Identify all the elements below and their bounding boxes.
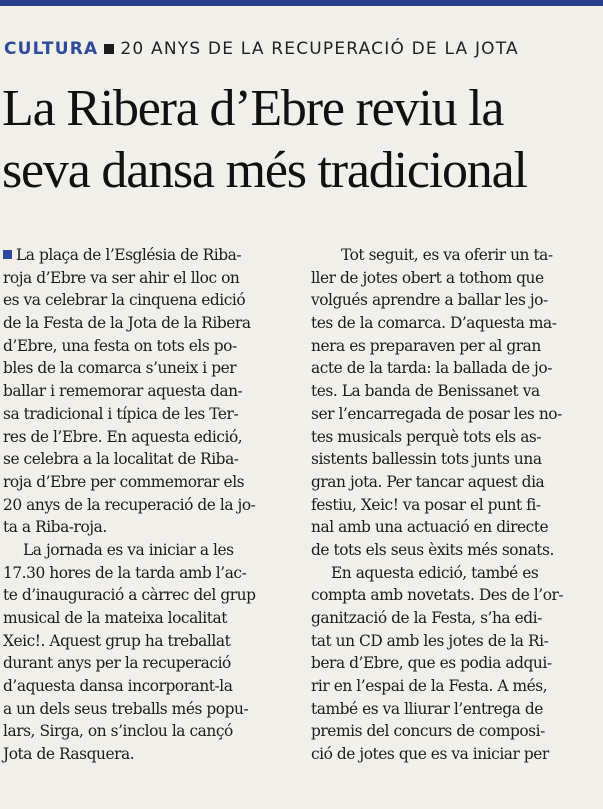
article-line-text: rir en l’espai de la Festa. A més, bbox=[311, 677, 548, 696]
article-line bbox=[311, 403, 603, 426]
article-line bbox=[3, 539, 293, 562]
article-line-text: ser l’encarregada de posar les no- bbox=[311, 404, 562, 423]
article-line bbox=[3, 244, 293, 267]
article-line bbox=[3, 652, 293, 675]
article-line-text: La jornada es va iniciar a les bbox=[23, 540, 234, 559]
article-line bbox=[311, 607, 603, 630]
article-line bbox=[3, 584, 293, 607]
article-line bbox=[3, 720, 293, 743]
article-line-text: sa tradicional i típica de les Ter- bbox=[3, 404, 239, 423]
article-line-text: tes musicals perquè tots els as- bbox=[311, 427, 542, 446]
article-line-text: compta amb novetats. Des de l’or- bbox=[311, 586, 564, 605]
article-line-text: acte de la tarda: la ballada de jo- bbox=[311, 359, 552, 378]
article-line-text: tes de la comarca. D’aquesta ma- bbox=[311, 314, 557, 333]
article-line-text: lars, Sirga, on s’inclou la cançó bbox=[3, 722, 233, 741]
article-line bbox=[311, 516, 603, 539]
article-line-text: Jota de Rasquera. bbox=[3, 745, 135, 764]
article-line bbox=[311, 357, 603, 380]
article-line bbox=[311, 562, 603, 585]
article-line bbox=[3, 516, 293, 539]
article-line bbox=[311, 652, 603, 675]
article-line-text: volgués aprendre a ballar les jo- bbox=[311, 291, 548, 310]
article-line-text: ció de jotes que es va iniciar per bbox=[311, 745, 549, 764]
kicker-square-bullet-icon bbox=[104, 44, 114, 54]
article-line bbox=[311, 698, 603, 721]
article-line-text: gran jota. Per tancar aquest dia bbox=[311, 472, 545, 491]
article-line-text: 20 anys de la recuperació de la jo- bbox=[3, 495, 256, 514]
article-line-text: festiu, Xeic! va posar el punt fi- bbox=[311, 495, 541, 514]
headline-line-2: seva dansa més tradicional bbox=[2, 142, 527, 199]
article-line bbox=[311, 244, 603, 267]
article-line bbox=[311, 584, 603, 607]
article-line-text: te d’inauguració a càrrec del grup bbox=[3, 586, 256, 605]
article-line bbox=[3, 698, 293, 721]
article-line bbox=[311, 743, 603, 766]
article-line bbox=[3, 426, 293, 449]
article-line-text: també es va lliurar l’entrega de bbox=[311, 699, 543, 718]
article-line-text: nal amb una actuació en directe bbox=[311, 518, 549, 537]
article-line bbox=[311, 335, 603, 358]
article-line bbox=[3, 289, 293, 312]
headline-line-1: La Ribera d’Ebre reviu la bbox=[2, 80, 504, 137]
article-line-text: Tot seguit, es va oferir un ta- bbox=[341, 246, 553, 264]
lead-square-bullet-icon bbox=[3, 250, 12, 259]
article-line bbox=[311, 448, 603, 471]
article-line-text: musical de la mateixa localitat bbox=[3, 609, 227, 627]
article-line-text: tes. La banda de Benissanet va bbox=[311, 382, 540, 401]
article-line-text: roja d’Ebre va ser ahir el lloc on bbox=[3, 268, 240, 287]
article-line bbox=[3, 357, 293, 380]
article-line bbox=[3, 471, 293, 494]
article-line bbox=[311, 675, 603, 698]
section-kicker bbox=[4, 38, 519, 60]
article-line bbox=[3, 335, 293, 358]
top-color-rule bbox=[0, 0, 603, 6]
article-line bbox=[311, 426, 603, 449]
article-column-right bbox=[311, 244, 603, 766]
article-line bbox=[311, 267, 603, 290]
article-line bbox=[311, 312, 603, 335]
article-line-text: de tots els seus èxits més sonats. bbox=[311, 540, 554, 559]
article-line bbox=[3, 607, 293, 630]
article-line-text: bles de la comarca s’uneix i per bbox=[3, 359, 237, 378]
article-line bbox=[311, 380, 603, 403]
article-line bbox=[311, 539, 603, 562]
article-line-text: d’aquesta dansa incorporant-la bbox=[3, 677, 233, 696]
article-line bbox=[3, 403, 293, 426]
article-line-text: tat un CD amb les jotes de la Ri- bbox=[311, 631, 549, 650]
article-line-text: En aquesta edició, també es bbox=[331, 563, 539, 582]
article-line bbox=[3, 380, 293, 403]
article-line bbox=[311, 720, 603, 743]
article-line bbox=[3, 630, 293, 653]
article-line-text: premis del concurs de composi- bbox=[311, 722, 545, 741]
article-line-text: ballar i rememorar aquesta dan- bbox=[3, 382, 243, 401]
kicker-topic: 20 ANYS DE LA RECUPERACIÓ DE LA JOTA bbox=[120, 39, 519, 59]
article-line-text: es va celebrar la cinquena edició bbox=[3, 291, 246, 310]
article-line-text: de la Festa de la Jota de la Ribera bbox=[3, 314, 251, 333]
article-line-text: res de l’Ebre. En aquesta edició, bbox=[3, 427, 243, 446]
article-line-text: nera es preparaven per al gran bbox=[311, 336, 541, 355]
article-line bbox=[311, 471, 603, 494]
article-line bbox=[3, 267, 293, 290]
article-line-text: La plaça de l’Església de Riba- bbox=[16, 246, 242, 264]
article-line-text: bera d’Ebre, que es podia adqui- bbox=[311, 654, 552, 673]
section-label: CULTURA bbox=[4, 39, 99, 59]
article-line bbox=[3, 743, 293, 766]
article-line bbox=[311, 289, 603, 312]
article-column-left bbox=[3, 244, 293, 766]
article-line bbox=[311, 630, 603, 653]
article-line bbox=[3, 675, 293, 698]
article-line bbox=[311, 494, 603, 517]
article-line bbox=[3, 448, 293, 471]
article-line-text: Xeic!. Aquest grup ha treballat bbox=[3, 631, 231, 650]
article-line-text: ta a Riba-roja. bbox=[3, 518, 107, 537]
article-line-text: roja d’Ebre per commemorar els bbox=[3, 472, 245, 491]
article-line bbox=[3, 312, 293, 335]
article-line-text: ganització de la Festa, s’ha edi- bbox=[311, 609, 542, 627]
article-line-text: durant anys per la recuperació bbox=[3, 654, 231, 673]
article-line-text: 17.30 hores de la tarda amb l’ac- bbox=[3, 563, 247, 582]
article-line-text: se celebra a la localitat de Riba- bbox=[3, 450, 239, 469]
article-line bbox=[3, 494, 293, 517]
headline bbox=[2, 78, 602, 202]
article-line bbox=[3, 562, 293, 585]
article-line-text: sistents ballessin tots junts una bbox=[311, 450, 542, 469]
article-line-text: a un dels seus treballs més popu- bbox=[3, 699, 249, 718]
article-line-text: d’Ebre, una festa on tots els po- bbox=[3, 336, 237, 355]
article-line-text: ller de jotes obert a tothom que bbox=[311, 268, 544, 287]
